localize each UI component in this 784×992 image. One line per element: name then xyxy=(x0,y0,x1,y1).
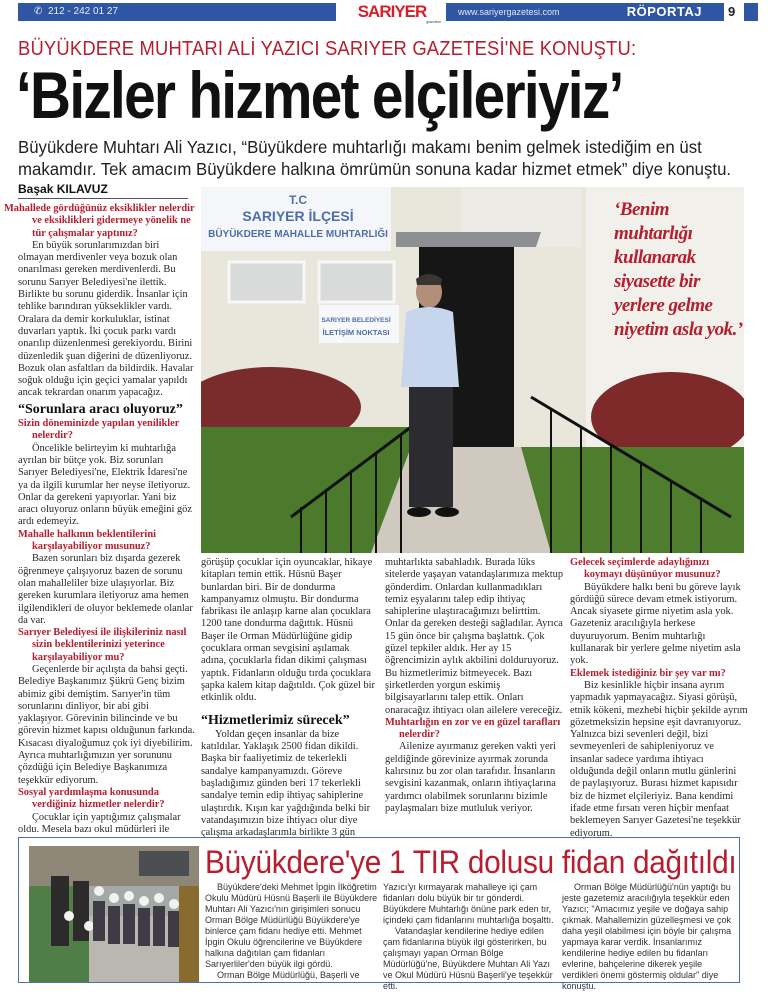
subheading: “Sorunlara aracı oluyoruz” xyxy=(18,401,183,417)
answer: Biz kesinlikle hiçbir insana ayrım yapmadık yapmayacağız. Siyasi görüşü, etnik kökeni, mezhebi hiçbir şekilde ayrım gözetmeksizin hepsine eşit davranıyoruz. Yalnızca bizi sevenleri değil, bizi sevmeyenleri de sahipleniyoruz ve insanlar sadece yardıma ihtiyacı olduğunda değil onların mutlu günlerini de paylaşıyoruz. Burası hizmet kapısıdır biz de hizmet elçileriyiz. Bana kendimi ifade etme fırsatı veren hiçbir menfaat beklemeyen Sarıyer Gazetesi'ne teşekkür ediyorum. xyxy=(570,679,748,839)
sidebar-story-column-3 xyxy=(562,882,737,992)
sidebar-story-column-2 xyxy=(383,882,558,992)
article-kicker: BÜYÜKDERE MUHTARI ALİ YAZICI SARIYER GAZETESİ'NE KONUŞTU: xyxy=(18,38,637,60)
question: Sizin döneminizde yapılan yenilikler nelerdir? xyxy=(18,418,180,442)
article-lead: Büyükdere Muhtarı Ali Yazıcı, “Büyükdere muhtarlığı makamı benim gelmek istediğim en üst makamdır. Tek amacım Büyükdere halkına ömrümün sonuna kadar hizmet etmek” diye konuştu. xyxy=(18,137,732,179)
question: Mahallede gördüğünüz eksiklikler nelerdir ve eksiklikleri gidermeye yönelik ne tür çalışmalar yaptınız? xyxy=(4,203,195,239)
paragraph: Yazıcı'yı kırmayarak mahalleye içi çam fidanları dolu büyük bir tır gönderdi. Büyükdere Muhtarlığı önüne park eden tır, içindeki çam fidanlarını muhtarlığa boşalttı. xyxy=(383,882,554,925)
page-header-bar xyxy=(18,2,742,24)
phone-icon: ✆ xyxy=(34,6,43,17)
svg-text:T.C: T.C xyxy=(289,193,307,207)
logo-text: SARIYER xyxy=(357,2,427,21)
answer: Çocuklar için yaptığımız çalışmalar oldu. Mesela bazı okul müdürleri ile xyxy=(18,811,181,835)
pull-quote: ‘Benim muhtarlığı kullanarak siyasette bir yerlere gelme niyetim asla yok.’ xyxy=(614,199,743,340)
sidebar-story-column-1 xyxy=(205,882,380,981)
section-label: RÖPORTAJ xyxy=(626,4,702,19)
website-url: www.sariyergazetesi.com xyxy=(458,7,560,17)
answer: Geçenlerde bir açılışta da bahsi geçti. Belediye Başkanımız Şükrü Genç bizim abimiz gibi demiştim. Sarıyer'in tüm sorunlarını dinliyor, bir abi gibi yaklaşıyor. Görevinin bilincinde ve bu görevin hizmet kapısı olduğunun farkında. Kısacası diyaloğumuz çok iyi diyebilirim. Ayrıca muhtarlığımızın yer sorununu çözdüğü için Belediye Başkanımıza teşekkür ediyorum. xyxy=(18,663,195,786)
page-number: 9 xyxy=(728,4,736,19)
paragraph: Orman Bölge Müdürlüğü, Başerli ve xyxy=(217,970,360,980)
website-strip xyxy=(446,3,724,21)
answer-continued: görüşüp çocuklar için oyuncaklar, hikaye kitapları temin ettik. Hüsnü Başer bunlardan biri. Bir de dondurma kampanyamız olmuştu. Bir dondurma fabrikası ile anlaşıp karne alan çocuklara 1200 tane dondurma dağıttık. Hüsnü Başer ile Orman Müdürlüğüne gidip çocuklara orman sevgisini aşılamak adına, çocuklarla fidan dikimi çalışması yaptık. Fidanların olduğu tırda çocuklara şapka kalem kitap dağıtıldı. Çok güzel bir etkinlik oldu. xyxy=(201,557,376,704)
answer: Yoldan geçen insanlar da bize katıldılar. Yaklaşık 2500 fidan dikildi. Başka bir faaliyetimiz de tekerlekli sandalye kampanyamızdı. Göreve başladığımız günden beri 17 tekerlekli sandalye temin edip ihtiyaç sahiplerine ulaştırdık. Kışın kar yağdığında belki bir vatandaşımızın bize ihtiyacı olur diye çalışma arkadaşlarımla birlikte 3 gün xyxy=(201,728,371,839)
phone-number: 212 - 242 01 27 xyxy=(47,6,119,17)
article-column-4 xyxy=(570,557,748,840)
sidebar-story-title: Büyükdere'ye 1 TIR dolusu fidan dağıtıldı xyxy=(205,844,737,880)
question: Sosyal yardımlaşma konusunda verdiğiniz hizmetler nelerdir? xyxy=(18,786,165,811)
svg-text:SARIYER BELEDİYESİ: SARIYER BELEDİYESİ xyxy=(321,317,391,324)
svg-text:BÜYÜKDERE MAHALLE MUHTARLIĞI: BÜYÜKDERE MAHALLE MUHTARLIĞI xyxy=(208,229,388,240)
byline: Başak KILAVUZ xyxy=(18,182,188,199)
logo-subtext: gazetesi xyxy=(426,19,441,24)
article-headline: ‘Bizler hizmet elçileriyiz’ xyxy=(16,58,623,132)
answer-continued: muhtarlıkta sabahladık. Burada lüks sitelerde yaşayan vatandaşlarımıza mektup gönderdim. Onlardan kullanmadıkları temiz eşyalarını talep edip ihtiyaç sahiplerine ulaştıracağımızı belirttim. Onlar da gereken desteği sağladılar. Ayrıca 15 gün önce bir çalışma başlattık. Çok güzel tepkiler aldık. Her ay 15 öğrencimizin aylık akbilini dolduruyoruz. Bu hizmetlerimiz bitmeyecek. Bazı şirketlerden yorgun eskimiş bilgisayarlarını talep ettik. Onları onaracağız ihtiyacı olan ailelere vereceğiz. xyxy=(385,557,564,716)
answer: Bazen sorunları biz dışarda gezerek öğrenmeye çalışıyoruz bazen de sorunu olan mahalleliler bize ulaşıyorlar. Biz gereken kurumlara iletiyoruz ama hemen ilgilendikleri de oluyor beklemede olanlar da var. xyxy=(18,553,193,626)
article-column-2 xyxy=(201,557,377,840)
article-column-1 xyxy=(4,203,196,836)
sidebar-story-box xyxy=(18,837,740,991)
answer: En büyük sorunlarımızdan biri olmayan merdivenler veya bozuk olan onarılması gereken merdivenlerdi. Bu sorunu Sarıyer Belediyesi'ne ilettik. Birlikte bu sorunu giderdik. İnsanlar için tehlike barındıran yükseklikler vardı. Oralara da demir korkuluklar, istinat duvarları yaptık. İki çocuk parkı vardı onarılıp düzenlenmesi gerekiyordu. Birini düzenledik şuan diğerini de düzenliyoruz. Bozuk olan asfaltları da bildirdik. Havalar soğuk olduğu için geçici yamalar yapıldı ancak tekrardan onarım yapacağız. xyxy=(18,239,194,399)
subheading: “Hizmetlerimiz sürecek” xyxy=(201,712,350,728)
phone-strip xyxy=(18,3,336,21)
question: Muhtarlığın en zor ve en güzel tarafları nelerdir? xyxy=(385,716,561,741)
header-tail xyxy=(744,3,758,21)
question: Gelecek seçimlerde adaylığınızı koymayı düşünüyor musunuz? xyxy=(570,557,721,581)
article-column-3 xyxy=(385,557,563,815)
question: Sarıyer Belediyesi ile ilişkileriniz nasıl sizin beklentilerinizi yeterince karşılayabiliyor mu? xyxy=(18,627,187,663)
students-photo xyxy=(29,846,199,982)
paragraph: Orman Bölge Müdürlüğü'nün yaptığı bu jeste gazetemiz aracılığıyla teşekkür eden Yazıcı; "Amacımız yeşile ve doğaya sahip çıkmak. Mahallemizin güzelleşmesi ve çok daha yeşil olabilmesi için böyle bir çalışma yapmaya karar verdik. İnsanlarımız kendilerine hediye edilen bu fidanları evlerine, bahçelerine dikerek yeşile verdikleri önemi göstermiş oldular" diye konuştu. xyxy=(562,882,732,991)
paragraph: Vatandaşlar kendilerine hediye edilen çam fidanlarına büyük ilgi gösterirken, bu çalışmayı yapan Orman Bölge Müdürlüğü'ne, Büyükdere Muhtarı Ali Yazı ve Okul Müdürü Hüsnü Başerli'ye teşekkür etti. xyxy=(383,926,553,991)
paragraph: Büyükdere'deki Mehmet İpgin İlköğretim Okulu Müdürü Hüsnü Başerli ile Büyükdere Muhtarı Ali Yazıcı'nın girişimleri sonucu Orman Bölge Müdürlüğü Büyükdere'ye binlerce çam fidanı hediye etti. Mehmet İpgin Okulu öğrencilerine ve Büyükdere halkına dağıtılan çam fidanları Sarıyerliler'den büyük ilgi gördü. xyxy=(205,882,378,969)
svg-text:SARIYER İLÇESİ: SARIYER İLÇESİ xyxy=(242,208,354,224)
answer: Öncelikle belirteyim ki muhtarlığa ayrılan bir bütçe yok. Biz sorunları Sarıyer Belediyesi'ne, Elektrik İdaresi'ne ya da ilgili kurumlar her neyse iletiyoruz. Onlar da gerekeni yapıyorlar. Yani biz aracı oluyoruz onların büyük emeğini göz ardı edemeyiz. xyxy=(18,442,192,528)
answer: Büyükdere halkı beni bu göreve layık gördüğü sürece devam etmek istiyorum. Ancak siyasete girme niyetim asla yok. Gazeteniz aracılığıyla herkese duyuruyorum. Benim muhtarlığı kullanarak bir yerlere gelme niyetim asla yok. xyxy=(570,581,741,667)
svg-text:İLETİŞİM NOKTASI: İLETİŞİM NOKTASI xyxy=(322,328,390,337)
newspaper-logo xyxy=(343,3,441,23)
question: Eklemek istediğiniz bir şey var mı? xyxy=(570,667,726,679)
answer: Ailenize ayırmanız gereken vakti yeri geldiğinde görevinize ayırmak zorunda kalırsınız bu zor olan tarafıdır. İnsanların sevgisini kazanmak, onların ihtiyaçlarına yardımcı olabilmek sorunlarını bizimle paylaşmaları bize mutluluk veriyor. xyxy=(385,741,556,814)
question: Mahalle halkının beklentilerini karşılayabiliyor musunuz? xyxy=(18,528,156,553)
